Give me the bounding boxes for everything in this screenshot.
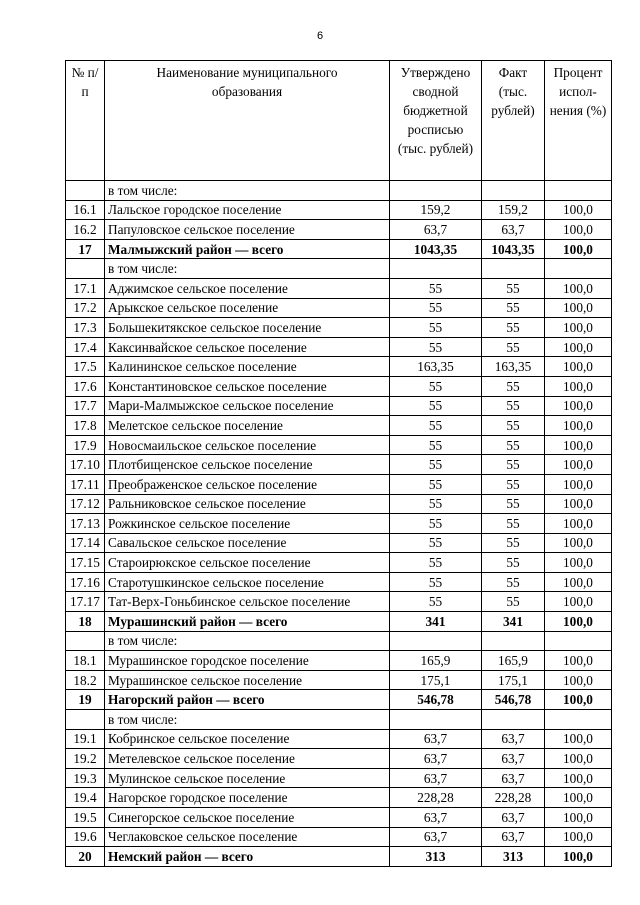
- row-name: в том числе:: [105, 710, 390, 730]
- row-number: 18.1: [66, 651, 105, 671]
- row-number: 17.7: [66, 396, 105, 416]
- row-fact: 55: [482, 435, 545, 455]
- row-name: в том числе:: [105, 631, 390, 651]
- row-fact: 163,35: [482, 357, 545, 377]
- table-row: [66, 631, 612, 651]
- row-number: [66, 710, 105, 730]
- table-row: [66, 808, 612, 828]
- row-approved: 159,2: [390, 200, 482, 220]
- row-fact: 55: [482, 533, 545, 553]
- table-row: [66, 592, 612, 612]
- row-percent: 100,0: [545, 337, 612, 357]
- row-name: Константиновское сельское поселение: [105, 376, 390, 396]
- row-percent: 100,0: [545, 298, 612, 318]
- row-percent: 100,0: [545, 533, 612, 553]
- row-percent: 100,0: [545, 239, 612, 259]
- row-number: 16.2: [66, 220, 105, 240]
- row-percent: [545, 631, 612, 651]
- row-name: Каксинвайское сельское поселение: [105, 337, 390, 357]
- row-name: Новосмаильское сельское поселение: [105, 435, 390, 455]
- row-approved: 55: [390, 396, 482, 416]
- row-name: Рожкинское сельское поселение: [105, 514, 390, 534]
- row-approved: 163,35: [390, 357, 482, 377]
- table-row: [66, 435, 612, 455]
- row-number: [66, 631, 105, 651]
- row-name: Старотушкинское сельское поселение: [105, 572, 390, 592]
- row-number: 17.10: [66, 455, 105, 475]
- row-percent: 100,0: [545, 749, 612, 769]
- row-approved: 63,7: [390, 768, 482, 788]
- row-percent: 100,0: [545, 278, 612, 298]
- row-number: 17.15: [66, 553, 105, 573]
- table-row: [66, 239, 612, 259]
- row-name: Нагорское городское поселение: [105, 788, 390, 808]
- table-header: [66, 61, 612, 181]
- row-percent: 100,0: [545, 494, 612, 514]
- row-fact: 55: [482, 553, 545, 573]
- row-name: Метелевское сельское поселение: [105, 749, 390, 769]
- row-fact: [482, 259, 545, 279]
- table-row: [66, 337, 612, 357]
- row-name: Мулинское сельское поселение: [105, 768, 390, 788]
- row-name: Мелетское сельское поселение: [105, 416, 390, 436]
- table-row: [66, 670, 612, 690]
- row-approved: 55: [390, 592, 482, 612]
- table-row: [66, 278, 612, 298]
- row-number: 17.3: [66, 318, 105, 338]
- row-number: 19.4: [66, 788, 105, 808]
- row-approved: 55: [390, 553, 482, 573]
- row-fact: 63,7: [482, 749, 545, 769]
- header-name: Наименование муниципального образования: [105, 61, 390, 181]
- row-fact: 165,9: [482, 651, 545, 671]
- row-name: Тат-Верх-Гоньбинское сельское поселение: [105, 592, 390, 612]
- row-fact: 55: [482, 572, 545, 592]
- row-name: Лальское городское поселение: [105, 200, 390, 220]
- row-fact: 55: [482, 416, 545, 436]
- row-approved: 165,9: [390, 651, 482, 671]
- page-number: 6: [316, 30, 324, 42]
- row-percent: 100,0: [545, 729, 612, 749]
- row-percent: [545, 710, 612, 730]
- row-number: [66, 181, 105, 201]
- row-number: 17.8: [66, 416, 105, 436]
- row-percent: 100,0: [545, 435, 612, 455]
- table-row: [66, 376, 612, 396]
- table-row: [66, 455, 612, 475]
- table-row: [66, 827, 612, 847]
- table-row: [66, 690, 612, 710]
- row-percent: 100,0: [545, 416, 612, 436]
- table-row: [66, 572, 612, 592]
- table-row: [66, 298, 612, 318]
- row-approved: 55: [390, 278, 482, 298]
- row-fact: [482, 710, 545, 730]
- row-approved: 55: [390, 337, 482, 357]
- row-name: Калининское сельское поселение: [105, 357, 390, 377]
- row-percent: 100,0: [545, 318, 612, 338]
- row-approved: [390, 259, 482, 279]
- row-number: 19.2: [66, 749, 105, 769]
- row-fact: 55: [482, 376, 545, 396]
- table-row: [66, 612, 612, 632]
- row-fact: 55: [482, 337, 545, 357]
- row-approved: 55: [390, 298, 482, 318]
- row-number: 16.1: [66, 200, 105, 220]
- row-name: в том числе:: [105, 181, 390, 201]
- row-percent: 100,0: [545, 651, 612, 671]
- row-number: 20: [66, 847, 105, 867]
- table-row: [66, 396, 612, 416]
- row-approved: [390, 710, 482, 730]
- row-percent: [545, 181, 612, 201]
- row-number: 17.9: [66, 435, 105, 455]
- row-fact: 55: [482, 514, 545, 534]
- row-percent: 100,0: [545, 200, 612, 220]
- row-percent: 100,0: [545, 592, 612, 612]
- row-name: Мурашинское сельское поселение: [105, 670, 390, 690]
- row-number: 17.2: [66, 298, 105, 318]
- row-name: Чеглаковское сельское поселение: [105, 827, 390, 847]
- row-fact: 341: [482, 612, 545, 632]
- row-fact: 55: [482, 278, 545, 298]
- row-percent: 100,0: [545, 768, 612, 788]
- row-approved: 55: [390, 416, 482, 436]
- table-row: [66, 357, 612, 377]
- row-name: Староирюкское сельское поселение: [105, 553, 390, 573]
- row-approved: 55: [390, 376, 482, 396]
- row-percent: 100,0: [545, 514, 612, 534]
- row-name: Плотбищенское сельское поселение: [105, 455, 390, 475]
- row-percent: 100,0: [545, 220, 612, 240]
- row-fact: 63,7: [482, 220, 545, 240]
- row-approved: 63,7: [390, 220, 482, 240]
- row-fact: 63,7: [482, 768, 545, 788]
- table-row: [66, 553, 612, 573]
- row-number: 17.16: [66, 572, 105, 592]
- row-number: 17.13: [66, 514, 105, 534]
- row-fact: [482, 181, 545, 201]
- row-fact: 63,7: [482, 827, 545, 847]
- row-percent: 100,0: [545, 670, 612, 690]
- table-row: [66, 416, 612, 436]
- row-name: Кобринское сельское поселение: [105, 729, 390, 749]
- table-row: [66, 259, 612, 279]
- table-row: [66, 474, 612, 494]
- row-approved: 55: [390, 572, 482, 592]
- table-row: [66, 318, 612, 338]
- row-fact: 159,2: [482, 200, 545, 220]
- row-name: Папуловское сельское поселение: [105, 220, 390, 240]
- row-number: 17.1: [66, 278, 105, 298]
- row-number: 17.5: [66, 357, 105, 377]
- row-number: 17.6: [66, 376, 105, 396]
- table-row: [66, 749, 612, 769]
- header-approved: Утверждено сводной бюджетной росписью (тыс. рублей): [390, 61, 482, 181]
- row-approved: 63,7: [390, 827, 482, 847]
- row-fact: 55: [482, 592, 545, 612]
- row-name: Арыкское сельское поселение: [105, 298, 390, 318]
- row-percent: 100,0: [545, 455, 612, 475]
- row-number: 19: [66, 690, 105, 710]
- row-approved: 1043,35: [390, 239, 482, 259]
- row-approved: 55: [390, 435, 482, 455]
- row-number: 19.6: [66, 827, 105, 847]
- row-approved: 546,78: [390, 690, 482, 710]
- row-approved: 55: [390, 514, 482, 534]
- row-name: Большекитякское сельское поселение: [105, 318, 390, 338]
- header-num: № п/п: [66, 61, 105, 181]
- row-percent: 100,0: [545, 474, 612, 494]
- row-percent: 100,0: [545, 572, 612, 592]
- row-approved: 55: [390, 474, 482, 494]
- table-row: [66, 788, 612, 808]
- table-row: [66, 220, 612, 240]
- row-name: Преображенское сельское поселение: [105, 474, 390, 494]
- table-row: [66, 710, 612, 730]
- table-row: [66, 651, 612, 671]
- row-approved: 55: [390, 533, 482, 553]
- row-number: 17.4: [66, 337, 105, 357]
- row-fact: 55: [482, 318, 545, 338]
- row-percent: 100,0: [545, 788, 612, 808]
- row-number: 19.5: [66, 808, 105, 828]
- row-percent: 100,0: [545, 612, 612, 632]
- row-name: Мари-Малмыжское сельское поселение: [105, 396, 390, 416]
- row-number: [66, 259, 105, 279]
- row-number: 17.14: [66, 533, 105, 553]
- row-percent: 100,0: [545, 808, 612, 828]
- header-fact: Факт (тыс. рублей): [482, 61, 545, 181]
- row-percent: 100,0: [545, 553, 612, 573]
- row-percent: 100,0: [545, 847, 612, 867]
- row-approved: [390, 631, 482, 651]
- row-approved: 228,28: [390, 788, 482, 808]
- table-row: [66, 181, 612, 201]
- row-fact: [482, 631, 545, 651]
- row-percent: [545, 259, 612, 279]
- row-approved: [390, 181, 482, 201]
- row-fact: 55: [482, 494, 545, 514]
- row-number: 17.12: [66, 494, 105, 514]
- row-fact: 175,1: [482, 670, 545, 690]
- row-name: Мурашинское городское поселение: [105, 651, 390, 671]
- row-name: Ральниковское сельское поселение: [105, 494, 390, 514]
- row-approved: 175,1: [390, 670, 482, 690]
- row-approved: 63,7: [390, 729, 482, 749]
- row-name: Немский район — всего: [105, 847, 390, 867]
- row-fact: 63,7: [482, 808, 545, 828]
- table-row: [66, 847, 612, 867]
- row-number: 18.2: [66, 670, 105, 690]
- row-approved: 341: [390, 612, 482, 632]
- row-name: Синегорское сельское поселение: [105, 808, 390, 828]
- row-name: Нагорский район — всего: [105, 690, 390, 710]
- row-fact: 1043,35: [482, 239, 545, 259]
- row-fact: 228,28: [482, 788, 545, 808]
- row-number: 19.3: [66, 768, 105, 788]
- row-name: Мурашинский район — всего: [105, 612, 390, 632]
- row-number: 17.11: [66, 474, 105, 494]
- row-fact: 55: [482, 298, 545, 318]
- row-fact: 313: [482, 847, 545, 867]
- row-approved: 63,7: [390, 808, 482, 828]
- row-name: Малмыжский район — всего: [105, 239, 390, 259]
- row-name: в том числе:: [105, 259, 390, 279]
- row-percent: 100,0: [545, 376, 612, 396]
- row-fact: 55: [482, 474, 545, 494]
- row-number: 18: [66, 612, 105, 632]
- table-row: [66, 514, 612, 534]
- table-row: [66, 768, 612, 788]
- row-approved: 55: [390, 494, 482, 514]
- row-number: 17.17: [66, 592, 105, 612]
- row-approved: 313: [390, 847, 482, 867]
- table-row: [66, 533, 612, 553]
- row-approved: 55: [390, 318, 482, 338]
- row-approved: 55: [390, 455, 482, 475]
- row-percent: 100,0: [545, 357, 612, 377]
- row-fact: 63,7: [482, 729, 545, 749]
- header-percent: Процент испол-нения (%): [545, 61, 612, 181]
- table-body: [66, 181, 612, 867]
- row-percent: 100,0: [545, 690, 612, 710]
- budget-table: [65, 60, 612, 867]
- table-row: [66, 200, 612, 220]
- table-row: [66, 494, 612, 514]
- table-row: [66, 729, 612, 749]
- row-fact: 55: [482, 396, 545, 416]
- row-number: 19.1: [66, 729, 105, 749]
- row-number: 17: [66, 239, 105, 259]
- row-approved: 63,7: [390, 749, 482, 769]
- row-percent: 100,0: [545, 827, 612, 847]
- row-name: Савальское сельское поселение: [105, 533, 390, 553]
- row-name: Аджимское сельское поселение: [105, 278, 390, 298]
- row-fact: 546,78: [482, 690, 545, 710]
- row-percent: 100,0: [545, 396, 612, 416]
- row-fact: 55: [482, 455, 545, 475]
